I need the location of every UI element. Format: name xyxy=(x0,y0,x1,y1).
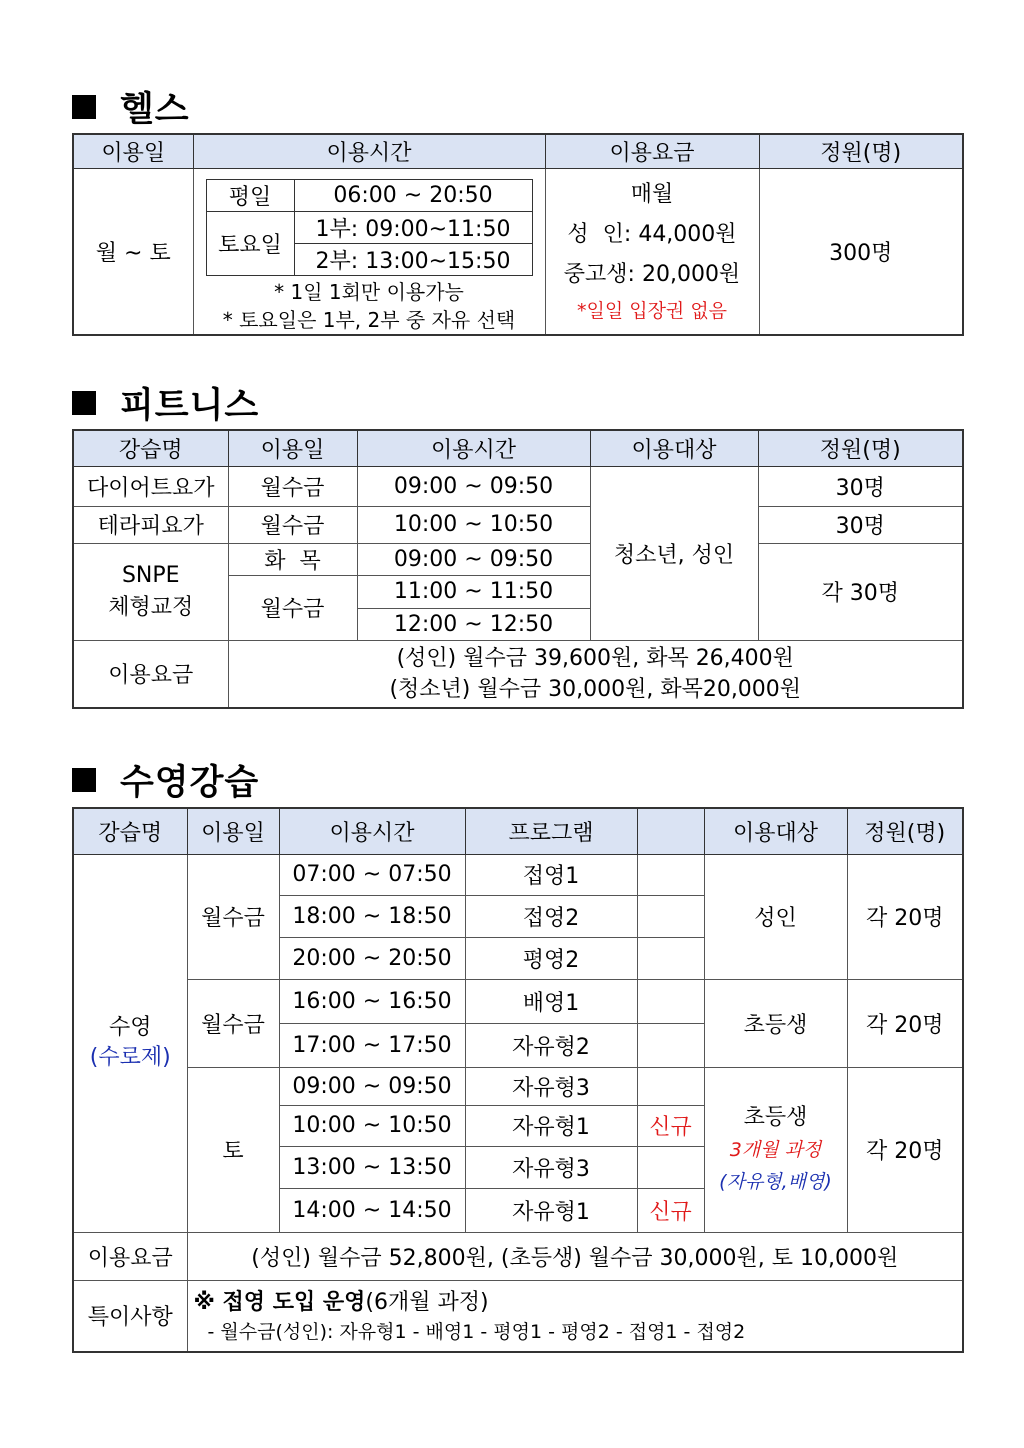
table-row xyxy=(73,1067,963,1105)
fitness-time: 09:00 ~ 09:50 xyxy=(357,466,590,506)
swim-g3-target: 초등생 xyxy=(743,1104,808,1130)
fitness-time: 10:00 ~ 10:50 xyxy=(357,506,590,543)
square-bullet-icon xyxy=(72,768,96,792)
swim-fee-text: (성인) 월수금 52,800원, (초등생) 월수금 30,000원, 토 10,000원 xyxy=(187,1232,963,1280)
swim-name1: 수영 xyxy=(108,1015,152,1040)
swim-program: 접영2 xyxy=(465,895,637,937)
fitness-header-days: 이용일 xyxy=(228,430,357,466)
swim-header-tag xyxy=(637,808,704,854)
swim-program: 평영2 xyxy=(465,937,637,979)
swim-time: 09:00 ~ 09:50 xyxy=(279,1067,465,1105)
swim-header-name: 강습명 xyxy=(73,808,187,854)
swim-tag-new: 신규 xyxy=(637,1105,704,1146)
swim-tag xyxy=(637,979,704,1023)
swim-g2-capacity: 각 20명 xyxy=(847,979,963,1067)
swim-program: 자유형1 xyxy=(465,1105,637,1146)
saturday-part1: 1부: 09:00~11:50 xyxy=(294,211,532,243)
snpe-days1: 화 목 xyxy=(228,543,357,575)
table-row xyxy=(73,543,963,575)
fitness-title: 피트니스 xyxy=(120,386,260,426)
snpe-name1: SNPE xyxy=(121,562,180,588)
swim-program: 배영1 xyxy=(465,979,637,1023)
swim-program: 자유형3 xyxy=(465,1146,637,1188)
swim-program: 자유형3 xyxy=(465,1067,637,1105)
fitness-fee-label: 이용요금 xyxy=(73,640,228,708)
swim-special-label: 특이사항 xyxy=(73,1280,187,1352)
health-fee-cell xyxy=(545,168,759,335)
fitness-header-capacity: 정원(명) xyxy=(758,430,963,466)
table-row xyxy=(73,1280,963,1352)
table-row xyxy=(73,854,963,895)
swim-special-course: (6개월 과정) xyxy=(365,1289,489,1315)
fitness-days: 월수금 xyxy=(228,506,357,543)
swim-tag xyxy=(637,854,704,895)
square-bullet-icon xyxy=(72,95,96,119)
swim-tag xyxy=(637,937,704,979)
health-days: 월 ~ 토 xyxy=(73,168,193,335)
fitness-fee-line2: (청소년) 월수금 30,000원, 화목20,000원 xyxy=(389,676,802,702)
health-header-fee: 이용요금 xyxy=(545,134,759,168)
snpe-days2: 월수금 xyxy=(228,575,357,640)
health-note1: * 1일 1회만 이용가능 xyxy=(274,279,464,304)
health-note2: * 토요일은 1부, 2부 중 자유 선택 xyxy=(222,307,516,332)
health-title: 헬스 xyxy=(120,90,190,130)
snpe-name2: 체형교정 xyxy=(108,594,194,620)
swim-g3-days: 토 xyxy=(187,1067,279,1232)
swim-header-capacity: 정원(명) xyxy=(847,808,963,854)
health-time-cell xyxy=(193,168,545,335)
swim-name2: (수로제) xyxy=(89,1045,171,1070)
swim-program: 접영1 xyxy=(465,854,637,895)
swim-g1-days: 월수금 xyxy=(187,854,279,979)
weekday-label: 평일 xyxy=(206,179,294,211)
swim-section-title xyxy=(72,755,259,805)
health-header-days: 이용일 xyxy=(73,134,193,168)
fitness-fee-cell xyxy=(228,640,963,708)
snpe-time2: 11:00 ~ 11:50 xyxy=(357,575,590,608)
fitness-fee-line1: (성인) 월수금 39,600원, 화목 26,400원 xyxy=(396,645,794,671)
swim-time: 18:00 ~ 18:50 xyxy=(279,895,465,937)
weekday-time: 06:00 ~ 20:50 xyxy=(294,179,532,211)
swim-g1-capacity: 각 20명 xyxy=(847,854,963,979)
swim-time: 16:00 ~ 16:50 xyxy=(279,979,465,1023)
health-table xyxy=(72,133,964,336)
swim-g3-target-cell xyxy=(704,1067,847,1232)
swim-fee-label: 이용요금 xyxy=(73,1232,187,1280)
swim-tag xyxy=(637,1146,704,1188)
swim-special-bold: ※ 접영 도입 운영 xyxy=(193,1289,366,1315)
health-capacity: 300명 xyxy=(759,168,963,335)
fitness-capacity: 30명 xyxy=(758,506,963,543)
fitness-header-target: 이용대상 xyxy=(590,430,758,466)
table-row xyxy=(73,640,963,708)
saturday-label: 토요일 xyxy=(206,211,294,275)
fitness-name: 테라피요가 xyxy=(73,506,228,543)
swim-special-cell xyxy=(187,1280,963,1352)
health-header-time: 이용시간 xyxy=(193,134,545,168)
snpe-capacity: 각 30명 xyxy=(758,543,963,640)
swim-name-cell xyxy=(73,854,187,1232)
health-fee-title: 매월 xyxy=(630,182,674,207)
fitness-header-time: 이용시간 xyxy=(357,430,590,466)
health-fee-student: 중고생: 20,000원 xyxy=(563,262,741,287)
swim-tag-new: 신규 xyxy=(637,1188,704,1232)
fitness-days: 월수금 xyxy=(228,466,357,506)
fitness-target: 청소년, 성인 xyxy=(590,466,758,640)
fitness-capacity: 30명 xyxy=(758,466,963,506)
swim-special-line2: - 월수금(성인): 자유형1 - 배영1 - 평영1 - 평영2 - 접영1 - 접영2 xyxy=(207,1320,746,1343)
swim-g3-target-note2: (자유형,배영) xyxy=(719,1170,832,1193)
table-row xyxy=(73,506,963,543)
snpe-time1: 09:00 ~ 09:50 xyxy=(357,543,590,575)
swim-table xyxy=(72,807,964,1353)
health-section-title xyxy=(72,82,190,132)
table-row xyxy=(73,1232,963,1280)
fitness-section-title xyxy=(72,378,259,428)
swim-g2-days: 월수금 xyxy=(187,979,279,1067)
swim-g3-capacity: 각 20명 xyxy=(847,1067,963,1232)
square-bullet-icon xyxy=(72,391,96,415)
swim-g1-target: 성인 xyxy=(704,854,847,979)
swim-time: 13:00 ~ 13:50 xyxy=(279,1146,465,1188)
fitness-name: 다이어트요가 xyxy=(73,466,228,506)
fitness-header-name: 강습명 xyxy=(73,430,228,466)
saturday-part2: 2부: 13:00~15:50 xyxy=(294,243,532,275)
swim-header-target: 이용대상 xyxy=(704,808,847,854)
swim-time: 07:00 ~ 07:50 xyxy=(279,854,465,895)
swim-tag xyxy=(637,1067,704,1105)
swim-header-time: 이용시간 xyxy=(279,808,465,854)
snpe-time3: 12:00 ~ 12:50 xyxy=(357,608,590,640)
swim-g3-target-note1: 3개월 과정 xyxy=(729,1138,822,1161)
swim-program: 자유형1 xyxy=(465,1188,637,1232)
swim-tag xyxy=(637,1023,704,1067)
swim-time: 14:00 ~ 14:50 xyxy=(279,1188,465,1232)
snpe-name-cell xyxy=(73,543,228,640)
swim-program: 자유형2 xyxy=(465,1023,637,1067)
fitness-table xyxy=(72,429,964,709)
health-time-inner-table xyxy=(206,179,533,276)
health-fee-adult: 성 인: 44,000원 xyxy=(567,222,737,247)
swim-title: 수영강습 xyxy=(120,763,260,803)
swim-tag xyxy=(637,895,704,937)
health-fee-note: *일일 입장권 없음 xyxy=(576,300,728,322)
swim-g2-target: 초등생 xyxy=(704,979,847,1067)
swim-time: 20:00 ~ 20:50 xyxy=(279,937,465,979)
swim-time: 17:00 ~ 17:50 xyxy=(279,1023,465,1067)
swim-header-days: 이용일 xyxy=(187,808,279,854)
table-row xyxy=(73,979,963,1023)
health-header-capacity: 정원(명) xyxy=(759,134,963,168)
swim-header-program: 프로그램 xyxy=(465,808,637,854)
swim-time: 10:00 ~ 10:50 xyxy=(279,1105,465,1146)
table-row xyxy=(73,466,963,506)
